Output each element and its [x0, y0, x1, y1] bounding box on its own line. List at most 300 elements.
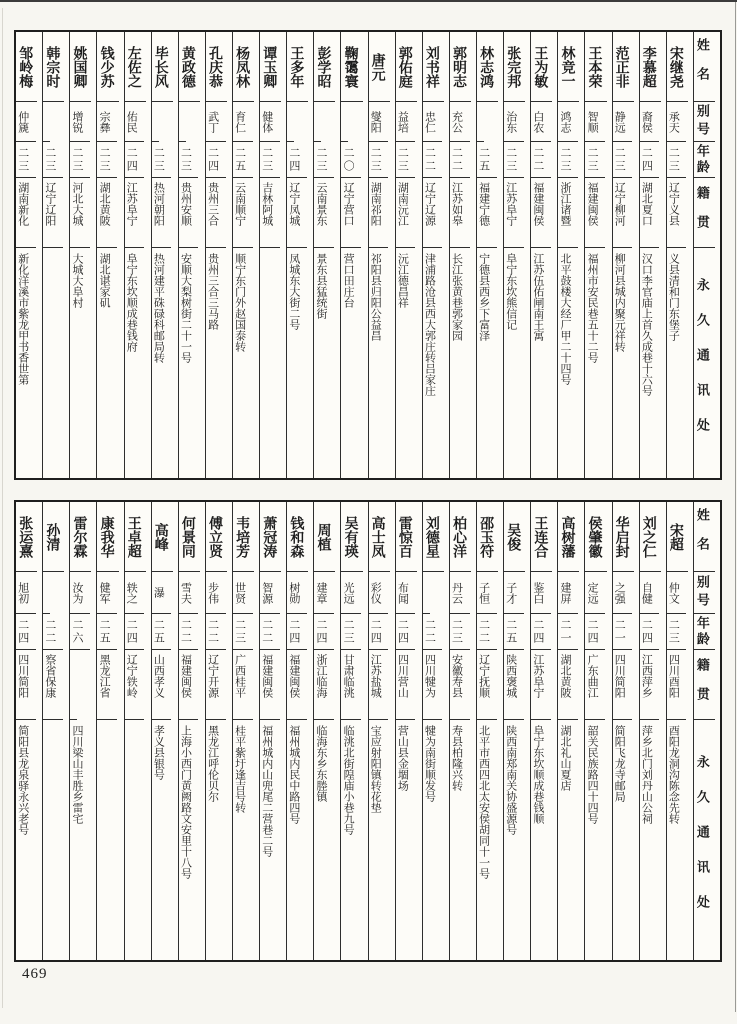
person-name: 王卓超	[125, 502, 146, 572]
person-alias: 仲文	[667, 572, 687, 614]
person-name: 侯肇徽	[585, 502, 606, 572]
person-address	[260, 248, 262, 478]
person-name: 张完邦	[504, 32, 525, 102]
person-alias: 育仁	[233, 102, 253, 142]
person-age: 二三	[233, 614, 253, 650]
person-column	[151, 32, 178, 478]
person-alias: 智源	[260, 572, 280, 614]
person-column	[395, 502, 422, 960]
person-column	[666, 32, 693, 478]
header-label-name: 姓名	[694, 502, 715, 572]
person-alias: 世贤	[233, 572, 253, 614]
person-alias: 宗彝	[97, 102, 117, 142]
person-age: 二五	[152, 614, 172, 650]
person-name: 雷惊百	[396, 502, 417, 572]
person-name: 邵玉符	[477, 502, 498, 572]
person-column	[124, 32, 151, 478]
person-native-place: 安徽寿县	[450, 650, 470, 720]
person-name: 郭佑庭	[396, 32, 417, 102]
person-alias: 步伟	[206, 572, 226, 614]
person-native-place: 福建闽侯	[585, 178, 605, 248]
person-age: 二三	[396, 142, 416, 178]
person-alias: 瀑	[152, 572, 172, 614]
person-age: 二四	[287, 142, 307, 178]
person-age: 二五	[97, 614, 117, 650]
person-name: 鞠霭寰	[341, 32, 362, 102]
person-native-place: 福建宁德	[477, 178, 497, 248]
person-age: 二二	[477, 614, 497, 650]
person-address	[43, 720, 45, 960]
person-native-place: 辽宁铁岭	[125, 650, 145, 720]
person-native-place: 湖南新化	[16, 178, 36, 248]
person-address: 简阳县龙泉驿永兴老号	[16, 725, 29, 835]
person-address: 长江张黄巷郭家园	[450, 253, 463, 341]
person-age: 二三	[314, 142, 334, 178]
person-native-place: 福建闽侯	[179, 650, 199, 720]
person-column	[313, 32, 340, 478]
person-name: 高树藩	[558, 502, 579, 572]
person-column	[476, 502, 503, 960]
person-name: 左佐之	[125, 32, 146, 102]
person-native-place: 湖北黄陂	[558, 650, 578, 720]
person-column	[178, 502, 205, 960]
person-column	[368, 502, 395, 960]
person-native-place: 辽宁辽源	[423, 178, 443, 248]
person-column	[449, 32, 476, 478]
person-address: 临海东乡东塍镇	[315, 725, 327, 802]
person-age: 二三	[450, 614, 470, 650]
person-address: 凤城东大街二号	[287, 253, 300, 330]
person-age: 二三	[97, 142, 117, 178]
person-address: 犍为南街顺发号	[423, 725, 436, 802]
person-column	[530, 32, 557, 478]
person-name: 林志鸿	[477, 32, 498, 102]
person-age: 二三	[341, 614, 361, 650]
person-address: 新化洋溪市紫龙甲书香世第	[16, 253, 29, 385]
person-column	[232, 502, 259, 960]
person-column	[557, 502, 584, 960]
person-column	[42, 502, 69, 960]
person-address: 福州市安民巷五十二号	[586, 253, 599, 363]
person-column	[69, 32, 96, 478]
directory-table-top	[14, 30, 722, 480]
person-alias	[179, 102, 186, 142]
person-address: 简阳飞龙寺邮局	[613, 725, 626, 802]
person-age: 二三	[558, 142, 578, 178]
person-name: 姚国卿	[70, 32, 91, 102]
person-name: 康我华	[97, 502, 118, 572]
person-column	[259, 502, 286, 960]
person-age: 二四	[369, 614, 389, 650]
person-name: 傅立贤	[206, 502, 227, 572]
person-alias	[341, 102, 348, 142]
person-column	[232, 32, 259, 478]
person-name: 王为敏	[531, 32, 552, 102]
person-native-place: 陕西褒城	[504, 650, 524, 720]
person-address: 陕西南郑南关协盛源号	[504, 725, 517, 835]
person-native-place: 甘肃临洮	[341, 650, 361, 720]
person-native-place: 江苏阜宁	[125, 178, 145, 248]
person-name: 韦培芳	[233, 502, 254, 572]
person-column	[584, 32, 611, 478]
person-alias: 树勋	[287, 572, 307, 614]
header-label-age: 年龄	[694, 614, 715, 650]
header-column	[693, 502, 720, 960]
person-age: 二三	[667, 614, 687, 650]
person-column	[151, 502, 178, 960]
person-native-place: 江苏阜宁	[531, 650, 551, 720]
person-age: 二三	[667, 142, 687, 178]
person-native-place: 湖南祁阳	[369, 178, 389, 248]
person-age: 二四	[585, 614, 605, 650]
person-name: 何景同	[179, 502, 200, 572]
person-column	[178, 32, 205, 478]
person-alias: 健体	[260, 102, 280, 142]
person-address: 营山县金堌场	[396, 725, 409, 791]
person-alias: 裔侯	[640, 102, 660, 142]
person-address: 桂平紫圩逢吉号转	[233, 725, 246, 813]
person-native-place: 福建闽侯	[287, 650, 307, 720]
person-age: 二二	[531, 142, 551, 178]
person-alias: 定远	[585, 572, 605, 614]
person-alias	[287, 102, 294, 142]
person-age: 二二	[423, 614, 443, 650]
header-label-alias: 别号	[694, 102, 715, 142]
person-age: 二二	[423, 142, 443, 178]
person-alias	[477, 102, 484, 142]
person-alias: 子才	[504, 572, 524, 614]
person-address: 安顺大梨树街二十一号	[179, 253, 192, 363]
person-address: 寿县柏隆兴转	[450, 725, 463, 791]
person-column	[205, 502, 232, 960]
person-age: 二二	[206, 614, 226, 650]
person-age: 二四	[125, 614, 145, 650]
person-native-place: 热河朝阳	[152, 178, 172, 248]
person-native-place: 贵州安顺	[179, 178, 199, 248]
person-address: 营口田庄台	[342, 253, 355, 308]
person-column	[422, 502, 449, 960]
person-alias: 彩仪	[369, 572, 389, 614]
person-column	[286, 32, 313, 478]
person-native-place: 黑龙江省	[97, 650, 117, 720]
person-name: 王多年	[287, 32, 308, 102]
person-address	[125, 720, 127, 960]
person-age: 二三	[16, 142, 36, 178]
person-column	[612, 32, 639, 478]
person-name: 邹岭梅	[16, 32, 37, 102]
person-native-place: 江西萍乡	[640, 650, 660, 720]
person-address: 上海小西门黄阙路文安里十八号	[179, 725, 192, 879]
person-native-place: 福建闽侯	[531, 178, 551, 248]
person-native-place: 广东曲江	[585, 650, 605, 720]
scan-edge-right	[735, 2, 736, 1012]
scan-edge-top	[0, 0, 737, 2]
person-alias: 子恒	[477, 572, 497, 614]
person-address: 黑龙江呼伦贝尔	[206, 725, 219, 802]
scan-edge-left	[2, 8, 3, 1008]
person-native-place: 贵州三合	[206, 178, 226, 248]
person-alias: 光远	[341, 572, 361, 614]
person-name: 谭玉卿	[260, 32, 281, 102]
person-name: 宋继尧	[667, 32, 688, 102]
person-name: 王本荣	[585, 32, 606, 102]
person-column	[530, 502, 557, 960]
person-name: 彭学昭	[314, 32, 335, 102]
person-alias: 静远	[613, 102, 633, 142]
person-name: 周植	[314, 502, 335, 572]
person-address: 景东县猛统街	[315, 253, 327, 319]
header-label-address: 永久通讯处	[694, 755, 710, 930]
person-column	[96, 502, 123, 960]
person-native-place: 浙江诸暨	[558, 178, 578, 248]
person-native-place: 四川酉阳	[667, 650, 687, 720]
person-age: 二三	[70, 142, 90, 178]
person-age: 二四	[16, 614, 36, 650]
person-age: 二三	[152, 142, 172, 178]
person-age: 二四	[314, 614, 334, 650]
person-name: 吴俊	[504, 502, 525, 572]
person-age: 二五	[233, 142, 253, 178]
person-column	[503, 502, 530, 960]
person-name: 张运熹	[16, 502, 37, 572]
person-address: 宝应射阳镇转花垫	[369, 725, 382, 813]
person-age: 二二	[450, 142, 470, 178]
person-address: 孝义县银号	[152, 725, 165, 780]
person-native-place: 辽宁凤城	[287, 178, 307, 248]
person-alias	[43, 102, 50, 142]
person-address: 津浦路沧县西大郭庄转吕家庄	[423, 253, 436, 396]
person-column	[449, 502, 476, 960]
person-name: 吴有瑛	[341, 502, 362, 572]
person-alias: 轶之	[125, 572, 145, 614]
person-alias: 鸿志	[558, 102, 578, 142]
person-column	[557, 32, 584, 478]
person-age: 二三	[260, 142, 280, 178]
person-age: 二三	[179, 142, 199, 178]
person-age: 二一	[613, 614, 633, 650]
person-alias: 佑民	[125, 102, 145, 142]
person-name: 韩宗时	[43, 32, 64, 102]
person-native-place: 湖北夏口	[640, 178, 660, 248]
person-column	[368, 32, 395, 478]
person-column	[313, 502, 340, 960]
person-address	[97, 720, 99, 960]
person-address: 沅江德昌祥	[396, 253, 409, 308]
person-alias: 增锐	[70, 102, 90, 142]
person-alias: 旭初	[16, 572, 36, 614]
person-alias: 之强	[613, 572, 633, 614]
person-native-place: 辽宁抚顺	[477, 650, 497, 720]
person-address: 大城大阜村	[71, 253, 84, 308]
person-age: 二五	[477, 142, 497, 178]
person-name: 孙清	[43, 502, 64, 572]
person-address: 湖北谌家矶	[98, 253, 111, 308]
person-age: 二二	[179, 614, 199, 650]
person-native-place: 山西孝义	[152, 650, 172, 720]
person-native-place: 辽宁开源	[206, 650, 226, 720]
person-column	[395, 32, 422, 478]
person-name: 华启封	[613, 502, 634, 572]
person-native-place: 湖南沅江	[396, 178, 416, 248]
person-name: 雷尔霖	[70, 502, 91, 572]
person-address: 酉阳龙洞沟陈念先转	[667, 725, 680, 824]
person-age: 二四	[640, 142, 660, 178]
person-name: 郭明志	[450, 32, 471, 102]
person-alias: 建屏	[558, 572, 578, 614]
person-alias: 自健	[640, 572, 660, 614]
person-native-place: 浙江临海	[314, 650, 334, 720]
person-name: 范正非	[613, 32, 634, 102]
person-address: 福州城内山兜尾二营巷二号	[260, 725, 273, 857]
person-address	[43, 248, 45, 478]
person-column	[124, 502, 151, 960]
person-column	[639, 32, 666, 478]
person-address: 宁德县西乡下富泽	[477, 253, 490, 341]
person-address: 顺宁东门外赵国泰转	[233, 253, 246, 352]
person-alias: 治东	[504, 102, 524, 142]
person-native-place: 云南景东	[314, 178, 334, 248]
person-name: 杨凤林	[233, 32, 254, 102]
person-column	[422, 32, 449, 478]
person-native-place: 云南顺宁	[233, 178, 253, 248]
person-column	[340, 32, 367, 478]
person-column	[16, 502, 42, 960]
person-alias: 雪夫	[179, 572, 199, 614]
person-name: 宋超	[667, 502, 688, 572]
person-column	[96, 32, 123, 478]
header-label-address: 永久通讯处	[694, 278, 710, 453]
person-column	[639, 502, 666, 960]
person-age: 二二	[260, 614, 280, 650]
person-address: 汉口李官庙上首久成巷十六号	[640, 253, 653, 396]
person-address: 阜宁东坎熊信记	[504, 253, 517, 330]
person-age: 二四	[396, 614, 416, 650]
person-native-place: 四川犍为	[423, 650, 443, 720]
person-native-place: 四川简阳	[613, 650, 633, 720]
person-name: 钱少苏	[97, 32, 118, 102]
person-alias: 汝为	[70, 572, 90, 614]
person-name: 钱和森	[287, 502, 308, 572]
person-age: 二〇	[341, 142, 361, 178]
person-age: 二三	[613, 142, 633, 178]
directory-table-bottom	[14, 500, 722, 962]
person-address: 义县清和门东堡子	[667, 253, 680, 341]
person-column	[476, 32, 503, 478]
header-label-native: 籍贯	[694, 178, 715, 248]
person-name: 高士凤	[369, 502, 390, 572]
person-address: 萍乡北门刘丹山公祠	[640, 725, 653, 824]
person-age: 二三	[585, 142, 605, 178]
person-column	[205, 32, 232, 478]
person-age: 二六	[70, 614, 90, 650]
person-native-place: 辽宁柳河	[613, 178, 633, 248]
person-alias	[423, 572, 430, 614]
person-column	[503, 32, 530, 478]
person-native-place: 辽宁义县	[667, 178, 687, 248]
person-address: 北平市西四北太安侯胡同十一号	[477, 725, 490, 879]
person-column	[340, 502, 367, 960]
header-column	[693, 32, 720, 478]
header-label-native: 籍贯	[694, 650, 715, 720]
person-alias: 燮阳	[369, 102, 389, 142]
person-age: 二一	[558, 614, 578, 650]
person-alias: 布闻	[396, 572, 416, 614]
person-native-place: 河北大城	[70, 178, 90, 248]
person-name: 王连合	[531, 502, 552, 572]
person-age: 二三	[369, 142, 389, 178]
person-alias: 建章	[314, 572, 334, 614]
person-alias: 白农	[531, 102, 551, 142]
person-name: 李慕超	[640, 32, 661, 102]
person-age: 二三	[43, 142, 63, 178]
person-alias: 健军	[97, 572, 117, 614]
person-alias: 武丁	[206, 102, 226, 142]
person-address: 热河建平硃碌科邮局转	[152, 253, 165, 363]
person-native-place: 广西桂平	[233, 650, 253, 720]
person-name: 唐元	[369, 32, 390, 102]
person-native-place: 吉林阿城	[260, 178, 280, 248]
person-column	[584, 502, 611, 960]
person-name: 毕长风	[152, 32, 173, 102]
person-age: 二二	[43, 614, 63, 650]
person-age: 二四	[125, 142, 145, 178]
person-alias: 仲篪	[16, 102, 36, 142]
person-alias: 智顺	[585, 102, 605, 142]
person-age: 二四	[640, 614, 660, 650]
header-label-age: 年龄	[694, 142, 715, 178]
person-column	[286, 502, 313, 960]
person-address: 江苏伍佑闸南王寓	[531, 253, 544, 341]
person-age: 二五	[504, 614, 524, 650]
person-column	[259, 32, 286, 478]
person-address: 湖北礼山夏店	[558, 725, 571, 791]
person-name: 黄政德	[179, 32, 200, 102]
person-name: 高峰	[152, 502, 173, 572]
person-address: 贵州三合三马路	[206, 253, 219, 330]
person-address: 祁阳县归阳公益昌	[369, 253, 382, 341]
person-native-place: 四川营山	[396, 650, 416, 720]
person-native-place: 福建闽侯	[260, 650, 280, 720]
person-alias	[152, 102, 159, 142]
person-native-place: 察省保康	[43, 650, 63, 720]
header-label-alias: 别号	[694, 572, 715, 614]
person-column	[16, 32, 42, 478]
person-native-place: 辽宁辽阳	[43, 178, 63, 248]
person-address: 临洮北街隍庙小巷九号	[342, 725, 355, 835]
person-alias: 鉴白	[531, 572, 551, 614]
person-column	[69, 502, 96, 960]
person-address: 北平鼓楼大经厂甲二十四号	[558, 253, 571, 385]
person-native-place: 江苏盐城	[369, 650, 389, 720]
person-name: 柏心洋	[450, 502, 471, 572]
person-alias	[43, 572, 50, 614]
person-age: 二四	[287, 614, 307, 650]
person-address: 阜宁东坎顺成巷钱府	[125, 253, 138, 352]
person-address: 阜宁东坎顺成巷钱顺	[531, 725, 544, 824]
person-age: 二四	[206, 142, 226, 178]
person-native-place: 辽宁营口	[341, 178, 361, 248]
person-alias: 忠仁	[423, 102, 443, 142]
page-number: 469	[22, 966, 48, 982]
person-alias	[314, 102, 321, 142]
person-name: 刘之仁	[640, 502, 661, 572]
person-name: 萧冠涛	[260, 502, 281, 572]
header-label-name: 姓名	[694, 32, 715, 102]
person-native-place	[70, 650, 77, 720]
person-native-place: 四川简阳	[16, 650, 36, 720]
person-address: 福州城内民中路四号	[287, 725, 300, 824]
person-column	[612, 502, 639, 960]
